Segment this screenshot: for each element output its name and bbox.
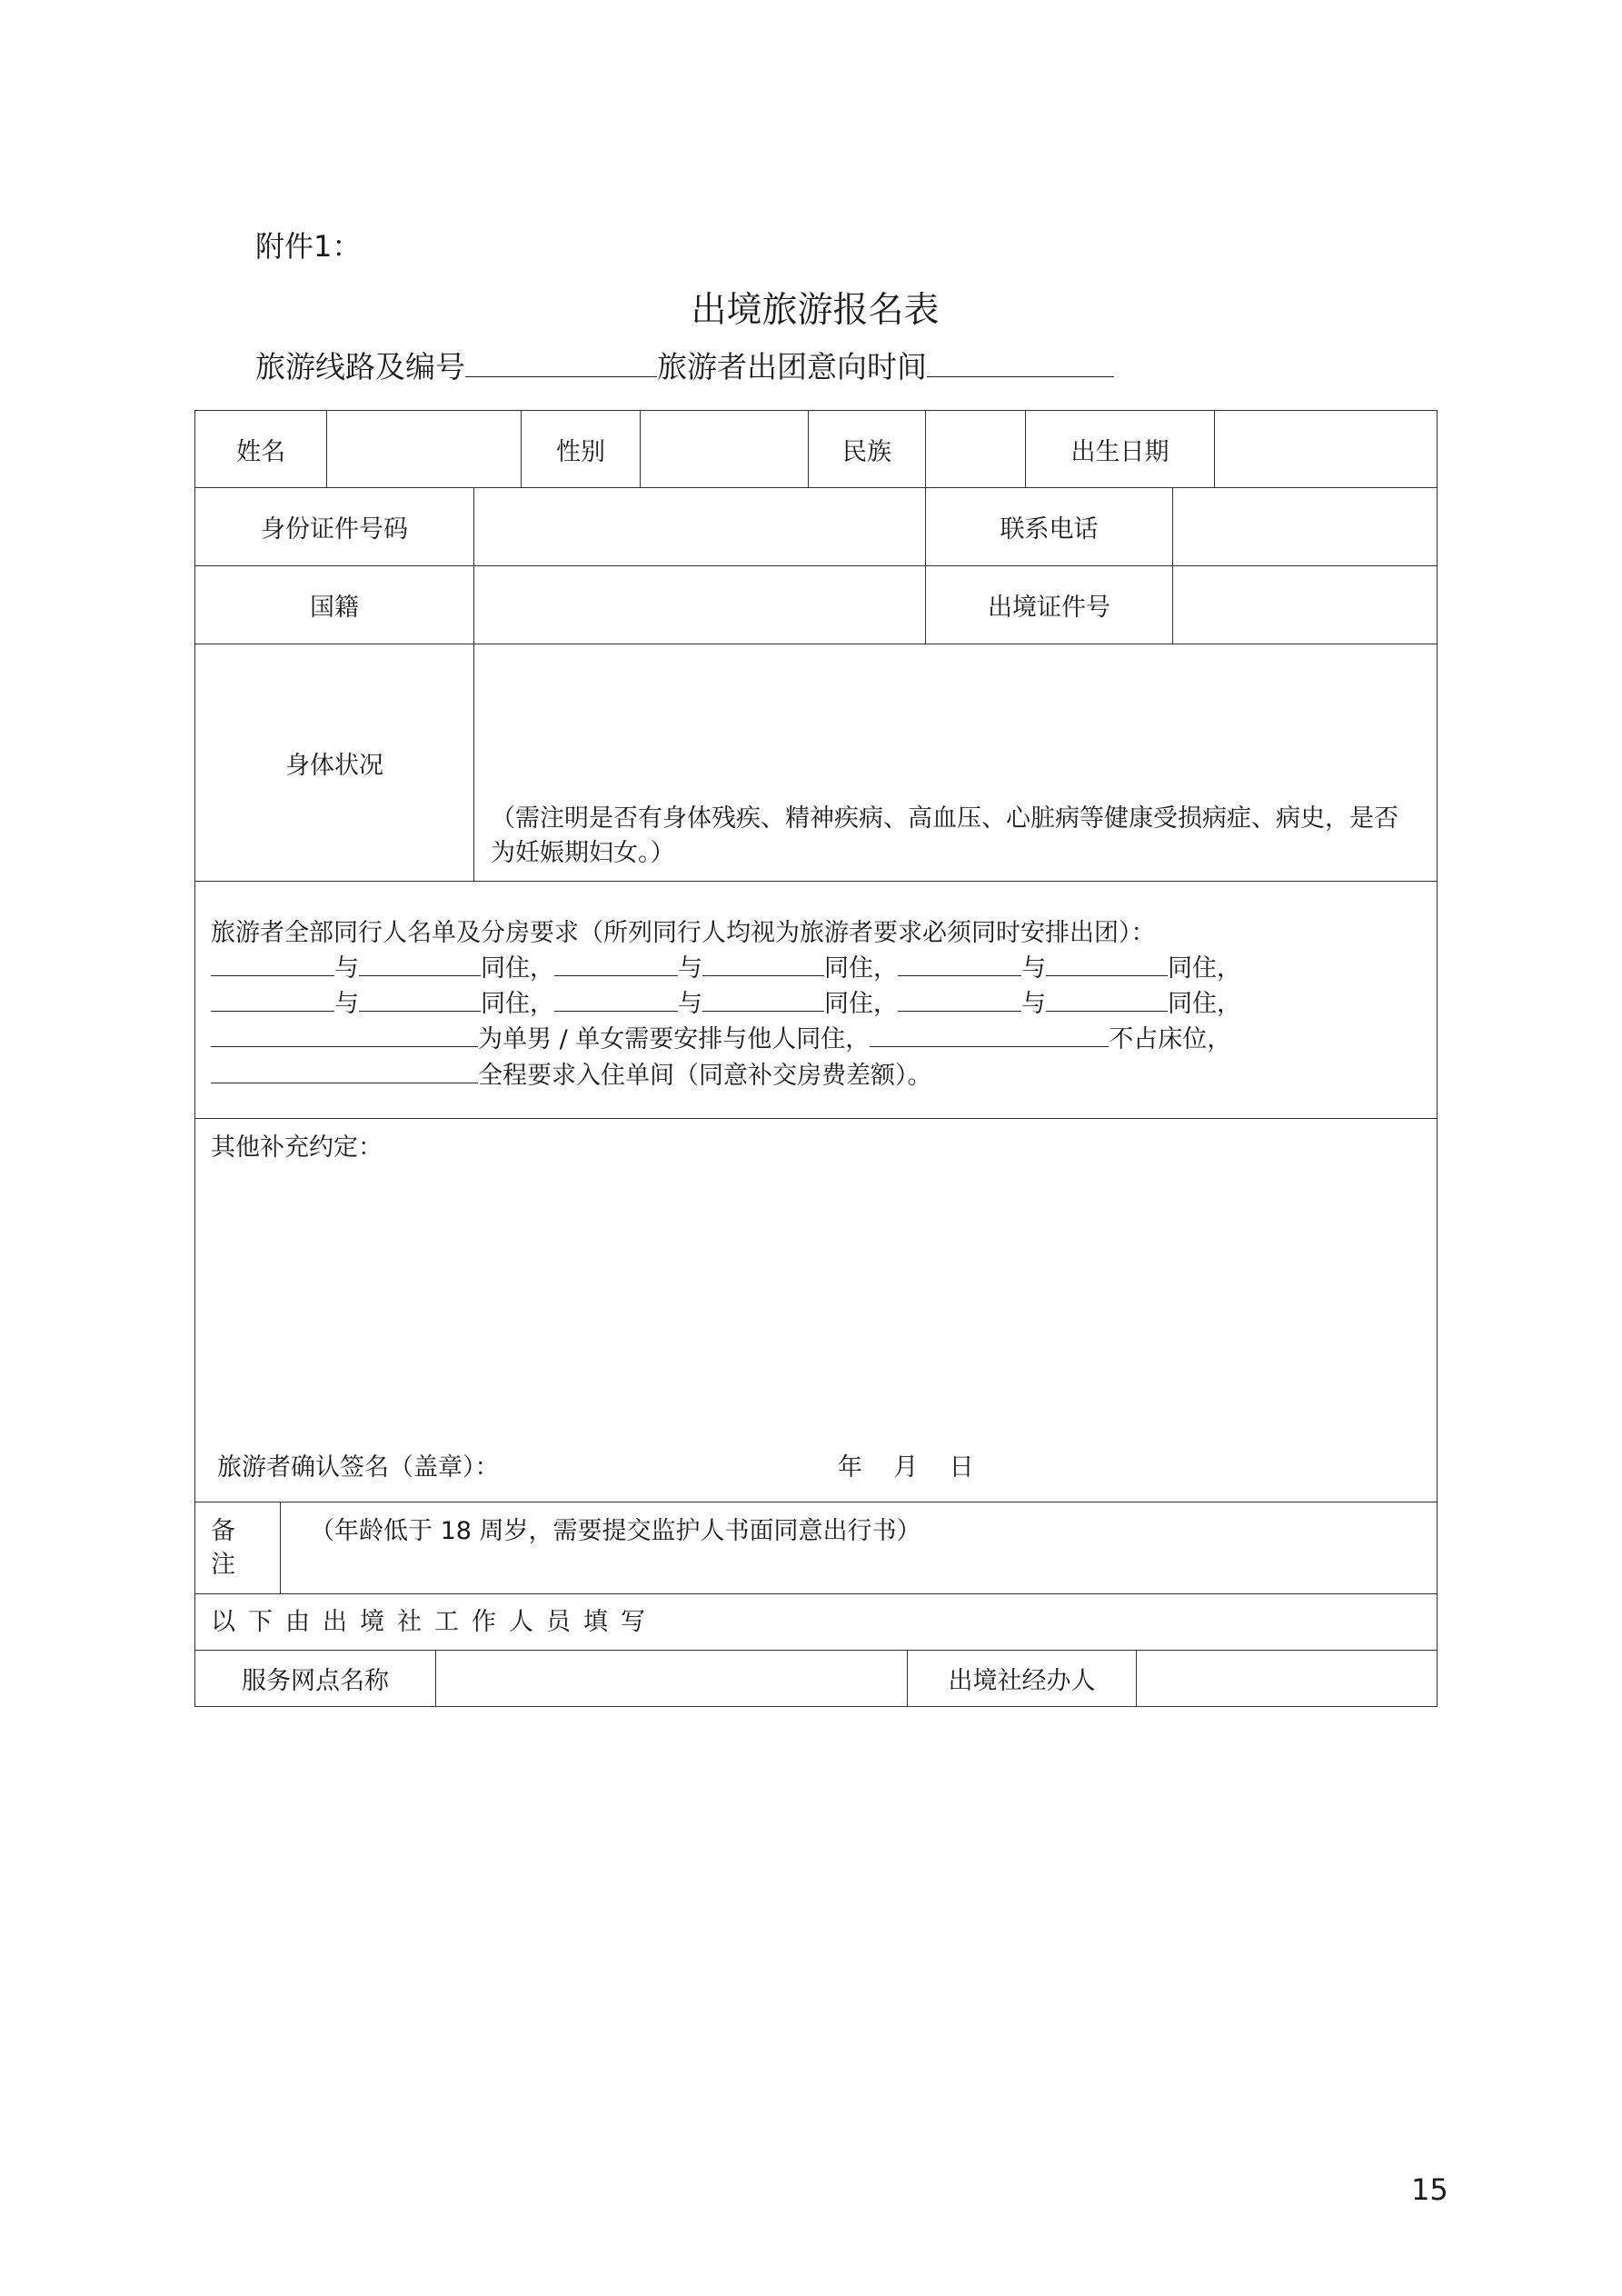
companion-field[interactable] (211, 951, 334, 976)
companion-field[interactable] (1046, 951, 1168, 976)
header-line (255, 344, 1114, 386)
gender-field[interactable] (640, 410, 809, 488)
share-text: 同住， (1168, 954, 1241, 983)
with-text: 与 (334, 990, 359, 1018)
birth-field[interactable] (1214, 410, 1438, 488)
companion-field[interactable] (702, 986, 824, 1012)
name-label-cell (194, 410, 327, 488)
date-label: 年 月 日 (838, 1453, 974, 1482)
ethnicity-field[interactable] (925, 410, 1026, 488)
page-number: 15 (1411, 2172, 1448, 2207)
name-label: 姓名 (236, 437, 285, 466)
with-text: 与 (678, 990, 702, 1018)
companion-field[interactable] (554, 986, 678, 1012)
attachment-label: 附件1： (255, 229, 362, 264)
single-room-field[interactable] (211, 1058, 478, 1083)
nationality-label: 国籍 (310, 594, 359, 622)
companion-field[interactable] (359, 986, 481, 1012)
passport-label-cell (925, 565, 1173, 644)
health-label: 身体状况 (285, 751, 383, 780)
other-label: 其他补充约定： (211, 1133, 383, 1162)
with-text: 与 (1021, 954, 1046, 983)
with-text: 与 (334, 954, 359, 983)
route-field[interactable] (465, 346, 657, 377)
staff-heading: 以下由出境社工作人员填写 (211, 1608, 658, 1636)
share-text: 同住， (1168, 990, 1241, 1018)
remarks-label-cell (194, 1502, 281, 1594)
id-field[interactable] (473, 487, 926, 566)
companions-row-2 (211, 983, 1241, 1019)
outlet-field[interactable] (435, 1650, 908, 1707)
companion-field[interactable] (359, 951, 481, 976)
agent-label: 出境社经办人 (948, 1667, 1096, 1695)
health-note-line1: （需注明是否有身体残疾、精神疾病、高血压、心脏病等健康受损病症、病史，是否 (491, 804, 1398, 833)
phone-label-cell (925, 487, 1173, 566)
health-label-cell (194, 644, 474, 882)
id-label-cell (194, 487, 474, 566)
share-text: 同住， (481, 954, 554, 983)
name-field[interactable] (326, 410, 522, 488)
phone-label: 联系电话 (1000, 515, 1099, 544)
remarks-text: （年龄低于 18 周岁，需要提交监护人书面同意出行书） (310, 1517, 921, 1545)
birth-label-cell (1025, 410, 1215, 488)
with-text: 与 (1021, 990, 1046, 1018)
outlet-label: 服务网点名称 (242, 1667, 389, 1695)
ethnicity-label-cell (808, 410, 926, 488)
single-traveler-field[interactable] (211, 1022, 478, 1047)
departure-label: 旅游者出团意向时间 (657, 349, 927, 384)
other-section[interactable] (194, 1118, 1438, 1502)
health-note-line2: 为妊娠期妇女。） (491, 839, 675, 867)
share-text: 同住， (481, 990, 554, 1018)
share-text: 同住， (824, 954, 898, 983)
companions-row-4 (211, 1055, 932, 1091)
nationality-label-cell (194, 565, 474, 644)
passport-label: 出境证件号 (988, 594, 1110, 622)
ethnicity-label: 民族 (842, 437, 891, 466)
with-text: 与 (678, 954, 702, 983)
agent-label-cell (907, 1650, 1137, 1707)
passport-field[interactable] (1172, 565, 1438, 644)
signature-label: 旅游者确认签名（盖章）： (217, 1453, 500, 1482)
share-text: 同住， (824, 990, 898, 1018)
form-title: 出境旅游报名表 (691, 290, 940, 331)
remarks-label-1: 备 (211, 1517, 235, 1545)
route-label: 旅游线路及编号 (255, 349, 465, 384)
single-text: 为单男 / 单女需要安排与他人同住， (478, 1025, 871, 1053)
id-label: 身份证件号码 (261, 515, 408, 544)
agent-field[interactable] (1136, 1650, 1438, 1707)
companions-intro: 旅游者全部同行人名单及分房要求（所列同行人均视为旅游者要求必须同时安排出团）： (211, 919, 1156, 947)
companion-field[interactable] (1046, 986, 1168, 1012)
remarks-label-2: 注 (211, 1551, 235, 1579)
no-bed-field[interactable] (870, 1022, 1109, 1047)
nationality-field[interactable] (473, 565, 926, 644)
single-room-text: 全程要求入住单间（同意补交房费差额）。 (478, 1062, 932, 1090)
companions-row-3 (211, 1019, 1231, 1054)
gender-label-cell (521, 410, 641, 488)
companions-row-1 (211, 948, 1241, 983)
outlet-label-cell (194, 1650, 436, 1707)
companion-field[interactable] (211, 986, 334, 1012)
gender-label: 性别 (556, 437, 605, 466)
birth-label: 出生日期 (1070, 437, 1169, 466)
companion-field[interactable] (898, 986, 1021, 1012)
companion-field[interactable] (554, 951, 678, 976)
companion-field[interactable] (898, 951, 1021, 976)
no-bed-text: 不占床位， (1109, 1025, 1232, 1053)
phone-field[interactable] (1172, 487, 1438, 566)
departure-field[interactable] (927, 346, 1114, 377)
companion-field[interactable] (702, 951, 824, 976)
